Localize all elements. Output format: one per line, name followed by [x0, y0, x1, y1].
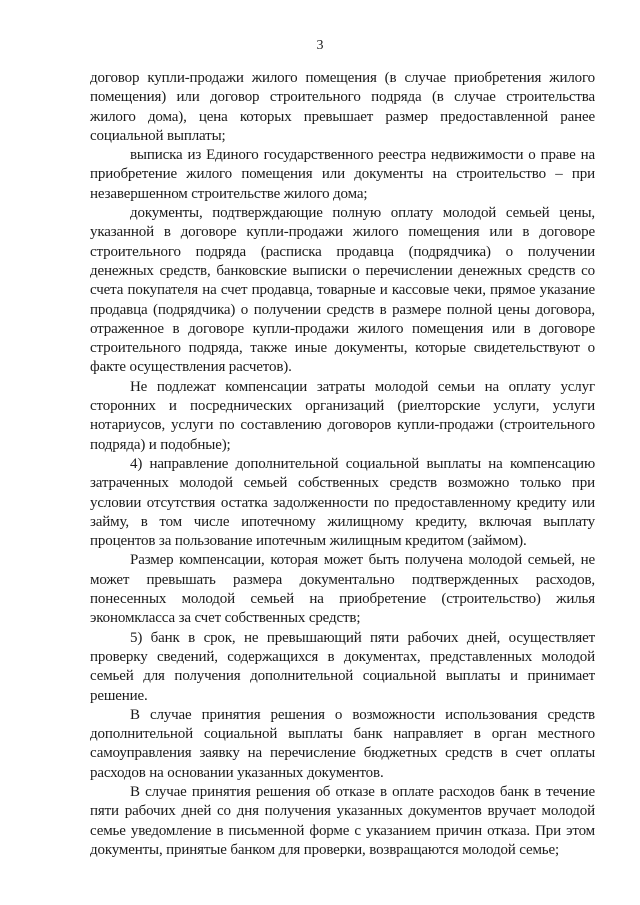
paragraph-compensation-limit: Размер компенсации, которая может быть получена молодой семьей, не может превышать размера документально подтвержденных расходов, понесенных молодой семьей на приобретение (строительство) жилья экономкласса за счет собственных средств; — [90, 552, 595, 627]
document-body — [90, 69, 595, 860]
paragraph-approval-case: В случае принятия решения о возможности использования средств дополнительной социальной выплаты банк направляет в орган местного самоуправления заявку на перечисление бюджетных средств в счет оплаты расходов на основании указанных документов. — [90, 706, 595, 781]
paragraph-registry-extract: выписка из Единого государственного реестра недвижимости о праве на приобретение жилого помещения или документы на строительство – при незавершенном строительстве жилого дома; — [90, 147, 595, 202]
paragraph-refusal-case: В случае принятия решения об отказе в оплате расходов банк в течение пяти рабочих дней со дня получения указанных документов вручает молодой семье уведомление в письменной форме с указанием причин отказа. При этом документы, принятые банком для проверки, возвращаются молодой семье; — [90, 783, 595, 858]
paragraph-non-compensable-costs: Не подлежат компенсации затраты молодой семьи на оплату услуг сторонних и посреднических организаций (риелторские услуги, услуги нотариусов, услуги по составлению договоров купли-продажи (строительного подряда) и подобные); — [90, 378, 595, 453]
page-number: 3 — [316, 38, 324, 53]
paragraph-item-5: 5) банк в срок, не превышающий пяти рабочих дней, осуществляет проверку сведений, содержащихся в документах, представленных молодой семьей для получения дополнительной социальной выплаты и принимает решение. — [90, 629, 595, 704]
paragraph-item-4: 4) направление дополнительной социальной выплаты на компенсацию затраченных молодой семьей собственных средств возможно только при условии отсутствия остатка задолженности по предоставленному кредиту или займу, в том числе ипотечному жилищному кредиту, включая выплату процентов за пользование ипотечным жилищным кредитом (займом). — [90, 455, 595, 550]
paragraph-sale-contract: договор купли-продажи жилого помещения (в случае приобретения жилого помещения) или договор строительного подряда (в случае строительства жилого дома), цена которых превышает размер предоставленной ранее социальной выплаты; — [90, 70, 595, 144]
paragraph-payment-documents: документы, подтверждающие полную оплату молодой семьей цены, указанной в договоре купли-продажи жилого помещения или в договоре строительного подряда (расписка продавца (подрядчика) о получении денежных средств, банковские выписки о перечислении денежных средств со счета покупателя на счет продавца, товарные и кассовые чеки, прямое указание продавца (подрядчика) о получении средств в размере полной цены договора, отраженное в договоре купли-продажи жилого помещения или в договоре строительного подряда, также иные документы, которые свидетельствуют о факте осуществления расчетов). — [90, 205, 595, 376]
